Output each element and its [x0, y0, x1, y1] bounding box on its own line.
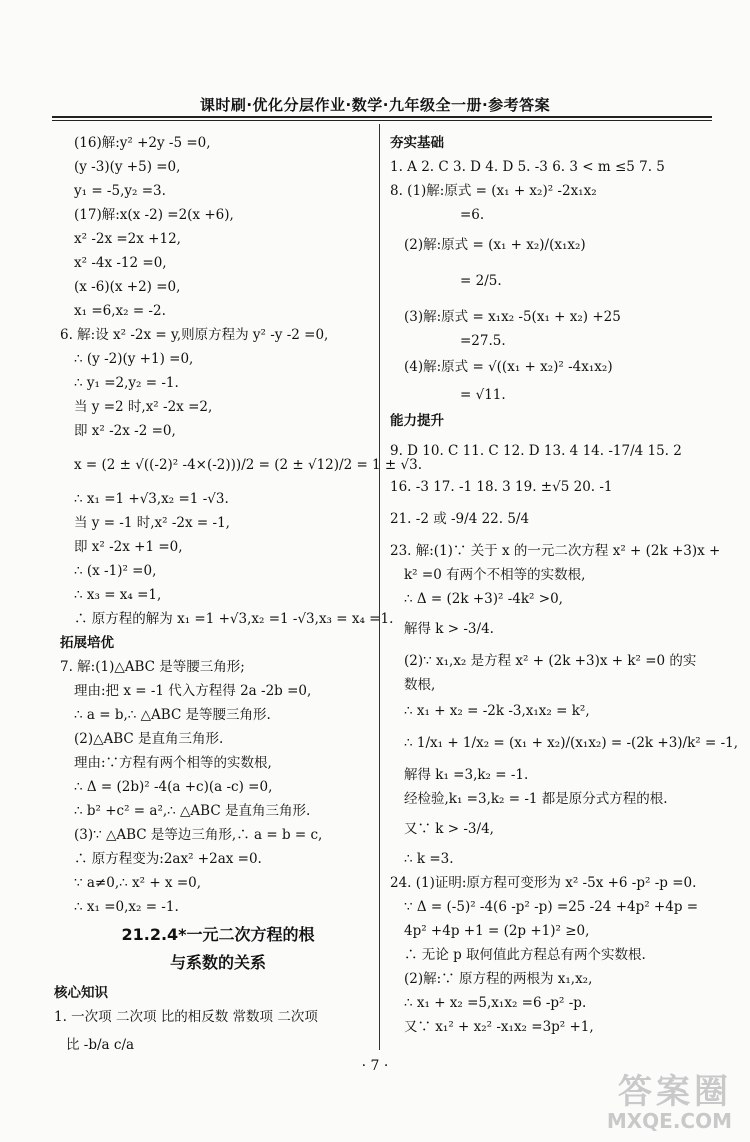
answer-line: = √11. [460, 387, 506, 403]
answer-line: 又∵ k > -3/4, [404, 821, 494, 837]
answer-line: (3)∵ △ABC 是等边三角形,∴ a = b = c, [74, 827, 323, 843]
answer-line: =27.5. [460, 333, 506, 349]
answer-line: (2)解:∵ 原方程的两根为 x₁,x₂, [404, 971, 593, 987]
answer-line: (17)解:x(x -2) =2(x +6), [74, 207, 234, 223]
answer-line: 数根, [404, 677, 436, 693]
answer-line: 即 x² -2x +1 =0, [74, 539, 183, 555]
answer-line: 即 x² -2x -2 =0, [74, 423, 176, 439]
answer-line: ∵ a≠0,∴ x² + x =0, [74, 875, 202, 891]
answer-line: 解得 k > -3/4. [404, 621, 494, 637]
answer-line: (16)解:y² +2y -5 =0, [74, 135, 211, 151]
answer-line: 24. (1)证明:原方程可变形为 x² -5x +6 -p² -p =0. [390, 875, 697, 891]
answer-line: ∴ x₃ = x₄ =1, [74, 587, 162, 603]
answer-line: x² -4x -12 =0, [74, 255, 167, 271]
watermark-text: 答案圈 [618, 1072, 732, 1112]
answer-line: (2)解:原式 = (x₁ + x₂)/(x₁x₂) [404, 237, 586, 253]
answer-line: 4p² +4p +1 = (2p +1)² ≥0, [404, 923, 590, 939]
answer-line: ∴ k =3. [404, 851, 454, 867]
answer-line: ∴ (y -2)(y +1) =0, [74, 351, 194, 367]
answer-line: 又∵ x₁² + x₂² -x₁x₂ =3p² +1, [404, 1019, 594, 1035]
answer-line: 6. 解:设 x² -2x = y,则原方程为 y² -y -2 =0, [60, 327, 329, 343]
header-rule-thick [52, 116, 712, 118]
answer-line: ∴ 原方程变为:2ax² +2ax =0. [74, 851, 262, 867]
answer-line: 1. A 2. C 3. D 4. D 5. -3 6. 3 < m ≤5 7. 5 [390, 159, 665, 175]
answer-line: 比 -b/a c/a [66, 1037, 135, 1053]
answer-line: ∴ Δ = (2b)² -4(a +c)(a -c) =0, [74, 779, 273, 795]
answer-line: 解得 k₁ =3,k₂ = -1. [404, 767, 529, 783]
answer-line: ∴ x₁ =1 +√3,x₂ =1 -√3. [74, 491, 229, 507]
answer-line: = 2/5. [460, 273, 502, 289]
answer-line: 经检验,k₁ =3,k₂ = -1 都是原分式方程的根. [404, 791, 668, 807]
answer-line: ∴ x₁ =0,x₂ = -1. [74, 899, 179, 915]
answer-line: 理由:把 x = -1 代入方程得 2a -2b =0, [74, 683, 312, 699]
answer-line: ∴ y₁ =2,y₂ = -1. [74, 375, 179, 391]
answer-line: 1. 一次项 二次项 比的相反数 常数项 二次项 [54, 1009, 318, 1025]
answer-line: x₁ =6,x₂ = -2. [74, 303, 166, 319]
answer-line: ∴ x₁ + x₂ = -2k -3,x₁x₂ = k², [404, 703, 590, 719]
answer-line: x = (2 ± √((-2)² -4×(-2)))/2 = (2 ± √12)/2 = 1 ± √3. [74, 457, 423, 473]
column-divider [379, 124, 380, 1050]
answer-line: (y -3)(y +5) =0, [74, 159, 181, 175]
answer-line: (4)解:原式 = √((x₁ + x₂)² -4x₁x₂) [404, 359, 613, 375]
answer-line: ∴ 无论 p 取何值此方程总有两个实数根. [404, 947, 646, 963]
answer-line: (2)∵ x₁,x₂ 是方程 x² + (2k +3)x + k² =0 的实 [404, 653, 697, 669]
chapter-title: 21.2.4*一元二次方程的根 [121, 925, 315, 944]
answer-line: k² =0 有两个不相等的实数根, [404, 567, 586, 583]
section-heading: 核心知识 [54, 985, 108, 1001]
answer-line: 当 y =2 时,x² -2x =2, [74, 399, 213, 415]
answer-line: ∴ x₁ + x₂ =5,x₁x₂ =6 -p² -p. [404, 995, 587, 1011]
section-heading: 拓展培优 [60, 635, 114, 651]
answer-line: x² -2x =2x +12, [74, 231, 181, 247]
answer-line: 当 y = -1 时,x² -2x = -1, [74, 515, 230, 531]
answer-line: 7. 解:(1)△ABC 是等腰三角形; [60, 659, 245, 675]
answer-line: 16. -3 17. -1 18. 3 19. ±√5 20. -1 [390, 479, 613, 495]
answer-line: ∴ (x -1)² =0, [74, 563, 157, 579]
answer-line: y₁ = -5,y₂ =3. [74, 183, 166, 199]
answer-line: 23. 解:(1)∵ 关于 x 的一元二次方程 x² + (2k +3)x + [390, 543, 721, 559]
answer-line: 21. -2 或 -9/4 22. 5/4 [390, 511, 530, 527]
answer-line: (2)△ABC 是直角三角形. [74, 731, 224, 747]
section-heading: 夯实基础 [390, 135, 444, 151]
answer-line: ∵ Δ = (-5)² -4(6 -p² -p) =25 -24 +4p² +4p = [404, 899, 699, 915]
answer-line: ∴ 原方程的解为 x₁ =1 +√3,x₂ =1 -√3,x₃ = x₄ =1. [74, 611, 394, 627]
answer-line: ∴ b² +c² = a²,∴ △ABC 是直角三角形. [74, 803, 311, 819]
answer-line: =6. [460, 207, 485, 223]
answer-line: ∴ a = b,∴ △ABC 是等腰三角形. [74, 707, 271, 723]
answer-line: 9. D 10. C 11. C 12. D 13. 4 14. -17/4 15. 2 [390, 443, 682, 459]
section-heading: 能力提升 [390, 413, 444, 429]
answer-line: 理由:∵方程有两个相等的实数根, [74, 755, 272, 771]
header-rule-thin [52, 120, 712, 121]
page-number: · 7 · [361, 1058, 389, 1074]
answer-line: (3)解:原式 = x₁x₂ -5(x₁ + x₂) +25 [404, 309, 621, 325]
chapter-title: 与系数的关系 [169, 953, 266, 972]
answer-line: (x -6)(x +2) =0, [74, 279, 181, 295]
answer-line: ∴ 1/x₁ + 1/x₂ = (x₁ + x₂)/(x₁x₂) = -(2k +3)/k² = -1, [404, 735, 739, 751]
answer-line: ∴ Δ = (2k +3)² -4k² >0, [404, 591, 563, 607]
answer-line: 8. (1)解:原式 = (x₁ + x₂)² -2x₁x₂ [390, 183, 597, 199]
watermark [607, 1074, 732, 1132]
watermark-url: MXQE.COM [606, 1109, 732, 1133]
running-header: 课时刷·优化分层作业·数学·九年级全一册·参考答案 [199, 96, 551, 114]
